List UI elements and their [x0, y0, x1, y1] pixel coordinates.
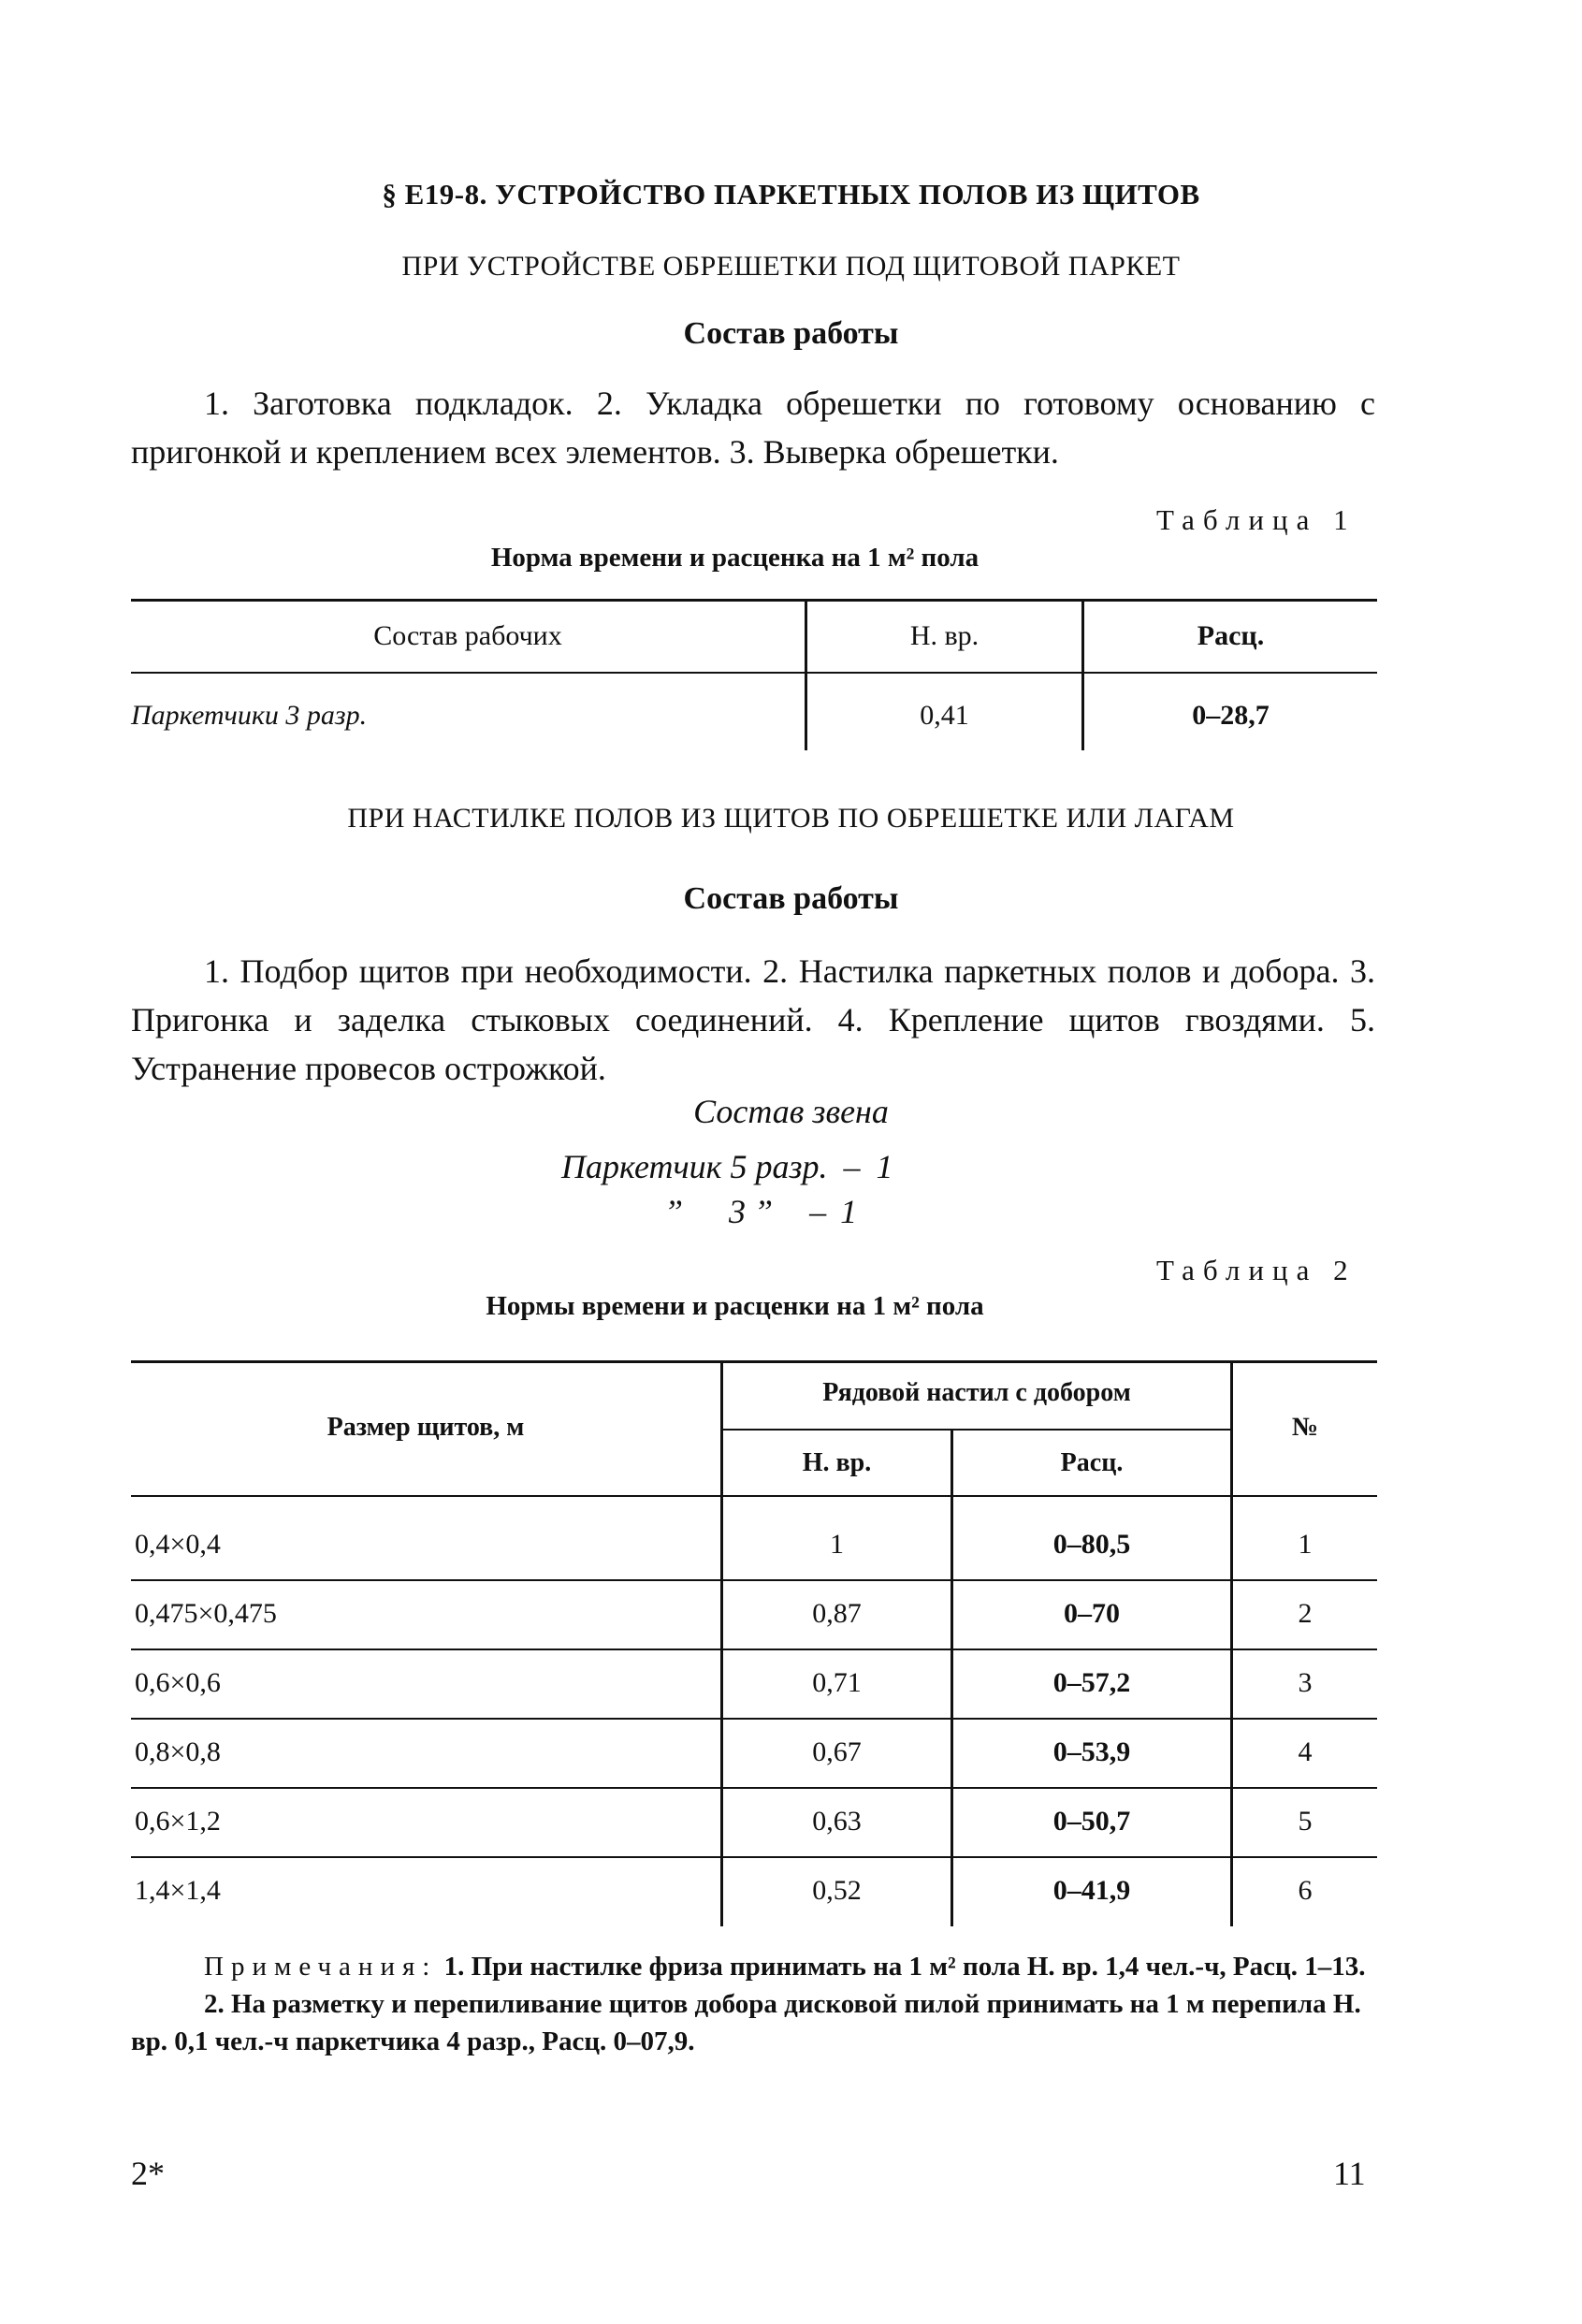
- part2-heading: ПРИ НАСТИЛКЕ ПОЛОВ ИЗ ЩИТОВ ПО ОБРЕШЕТКЕ ИЛИ ЛАГАМ: [347, 803, 1235, 834]
- table1-cell-nvr: 0,41: [920, 700, 969, 731]
- footer-left: 2*: [131, 2155, 165, 2192]
- note-2-text: 2. На разметку и перепиливание щитов добора дисковой пилой принимать на 1 м перепила Н. вр. 0,1 чел.-ч паркетчика 4 разр., Расц. 0–07,9.: [131, 1989, 1361, 2056]
- nvr-cell: 0,67: [812, 1736, 862, 1767]
- table2-caption: Нормы времени и расценки на 1 м² пола: [486, 1291, 984, 1321]
- size-cell: 0,4×0,4: [135, 1529, 221, 1560]
- table2-header-size: Размер щитов, м: [327, 1413, 525, 1442]
- table2-header-nvr: Н. вр.: [802, 1448, 872, 1477]
- no-cell: 2: [1298, 1598, 1313, 1629]
- part1-work-heading: Состав работы: [683, 316, 899, 351]
- note-1-text: 1. При настилке фриза принимать на 1 м² пола Н. вр. 1,4 чел.-ч, Расц. 1–13.: [443, 1952, 1366, 1982]
- part1-work-text: 1. Заготовка подкладок. 2. Укладка обрешетки по готовому основанию с пригонкой и креплением всех элементов. 3. Выверка обрешетки.: [131, 385, 1375, 471]
- nvr-cell: 0,52: [812, 1875, 862, 1906]
- no-cell: 4: [1298, 1736, 1313, 1767]
- crew-grade: 3 ”: [729, 1193, 774, 1230]
- crew-heading: Состав звена: [693, 1093, 889, 1130]
- no-cell: 6: [1298, 1875, 1313, 1906]
- crew-count: 1: [876, 1148, 893, 1185]
- crew-grade: 5 разр.: [730, 1148, 828, 1185]
- table2-header-no: №: [1291, 1413, 1319, 1442]
- nvr-cell: 0,87: [812, 1598, 862, 1629]
- table2-header-group: Рядовой настил с добором: [822, 1378, 1131, 1407]
- table1-header-workers: Состав рабочих: [373, 620, 562, 651]
- nvr-cell: 0,63: [812, 1806, 862, 1837]
- part2-work-text: 1. Подбор щитов при необходимости. 2. Настилка паркетных полов и добора. 3. Пригонка и заделка стыковых соединений. 4. Крепление щитов гвоздями. 5. Устранение провесов острожкой.: [131, 952, 1375, 1087]
- crew-dash: –: [843, 1148, 861, 1185]
- rasc-cell: 0–41,9: [1052, 1875, 1131, 1906]
- table1-header-rasc: Расц.: [1197, 620, 1265, 651]
- rasc-cell: 0–70: [1064, 1598, 1120, 1629]
- rasc-cell: 0–53,9: [1052, 1736, 1131, 1767]
- crew-row: [561, 1147, 893, 1186]
- no-cell: 5: [1298, 1806, 1313, 1837]
- notes: [131, 1948, 1377, 2060]
- section-title: § Е19-8. УСТРОЙСТВО ПАРКЕТНЫХ ПОЛОВ ИЗ ЩИТОВ: [382, 178, 1200, 211]
- table1-header-nvr: Н. вр.: [909, 620, 980, 651]
- table2-header-rasc: Расц.: [1060, 1448, 1124, 1477]
- note-1: [131, 1948, 1377, 1985]
- size-cell: 0,6×1,2: [135, 1806, 221, 1837]
- table1-caption: Норма времени и расценка на 1 м² пола: [490, 543, 980, 573]
- crew-role: Паркетчик: [561, 1148, 722, 1185]
- table1-cell-workers: Паркетчики 3 разр.: [131, 700, 368, 731]
- nvr-cell: 1: [830, 1529, 844, 1560]
- rasc-cell: 0–50,7: [1052, 1806, 1131, 1837]
- crew-count: 1: [840, 1193, 858, 1230]
- size-cell: 0,475×0,475: [135, 1598, 277, 1629]
- table2-label: Таблица 2: [1156, 1254, 1357, 1286]
- size-cell: 0,6×0,6: [135, 1667, 221, 1698]
- nvr-cell: 0,71: [812, 1667, 862, 1698]
- table1-cell-rasc: 0–28,7: [1192, 700, 1270, 731]
- crew-dash: –: [809, 1193, 827, 1230]
- notes-label: Примечания:: [204, 1952, 438, 1982]
- rasc-cell: 0–80,5: [1052, 1529, 1131, 1560]
- size-cell: 0,8×0,8: [135, 1736, 221, 1767]
- note-2: [131, 1985, 1377, 2060]
- part2-work-heading: Состав работы: [683, 881, 899, 916]
- part1-heading: ПРИ УСТРОЙСТВЕ ОБРЕШЕТКИ ПОД ЩИТОВОЙ ПАРКЕТ: [401, 251, 1181, 282]
- crew-role: ”: [664, 1193, 684, 1230]
- size-cell: 1,4×1,4: [135, 1875, 221, 1906]
- crew-row: [664, 1192, 857, 1231]
- no-cell: 1: [1298, 1529, 1313, 1560]
- page-number: 11: [1333, 2155, 1366, 2192]
- no-cell: 3: [1298, 1667, 1313, 1698]
- table1-label: Таблица 1: [1156, 503, 1357, 536]
- rasc-cell: 0–57,2: [1052, 1667, 1131, 1698]
